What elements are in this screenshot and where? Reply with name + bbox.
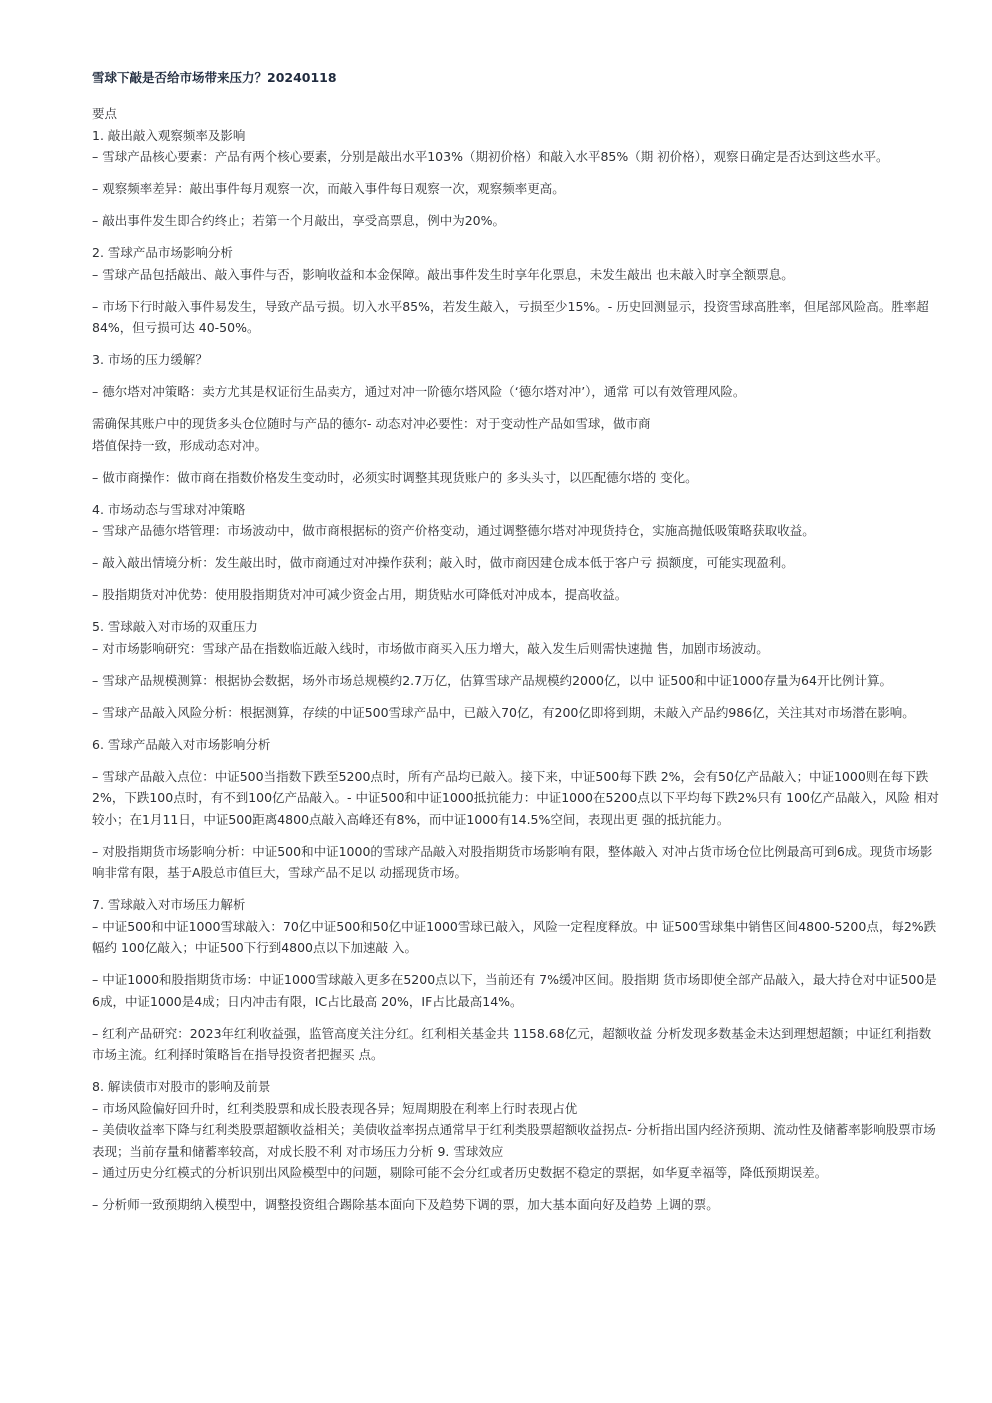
paragraph: – 中证1000和股指期货市场：中证1000雪球敲入更多在5200点以下，当前还有 7%缓冲区间。股指期 货市场即使全部产品敲入，最大持仓对中证500是6成，中证1000是4成；日内冲击有限，IC占比最高 20%，IF占比最高14%。 xyxy=(92,972,937,1009)
paragraph: 需确保其账户中的现货多头仓位随时与产品的德尔- 动态对冲必要性：对于变动性产品如雪球，做市商 塔值保持一致，形成动态对冲。 xyxy=(92,416,651,453)
paragraph: – 股指期货对冲优势：使用股指期货对冲可减少资金占用，期货贴水可降低对冲成本，提高收益。 xyxy=(92,587,628,602)
section-heading: 1. 敲出敲入观察频率及影响 xyxy=(92,127,246,143)
paragraph: – 美债收益率下降与红利类股票超额收益相关；美债收益率拐点通常早于红利类股票超额收益拐点- 分析指出国内经济预期、流动性及储蓄率影响股票市场表现；当前存量和储蓄率较高，对成长股不利 对市场压力分析 9. 雪球效应 xyxy=(92,1122,936,1159)
paragraph: – 雪球产品敲入点位：中证500当指数下跌至5200点时，所有产品均已敲入。接下来，中证500每下跌 2%，会有50亿产品敲入；中证1000则在每下跌2%，下跌100点时，有不到100亿产品敲入。- 中证500和中证1000抵抗能力：中证1000在5200点以下平均每下跌2%只有 100亿产品敲入，风险 相对较小；在1月11日，中证500距离4800点敲入高峰还有8%，而中证1000有14.5%空间，表现出更 强的抵抗能力。 xyxy=(92,768,939,827)
section-heading: 5. 雪球敲入对市场的双重压力 xyxy=(92,619,258,634)
section-3 xyxy=(92,349,942,488)
paragraph: – 红利产品研究：2023年红利收益强，监管高度关注分红。红利相关基金共 1158.68亿元，超额收益 分析发现多数基金未达到理想超额；中证红利指数市场主流。红利择时策略旨在指导投资者把握买 点。 xyxy=(92,1025,932,1062)
paragraph: – 敲入敲出情境分析：发生敲出时，做市商通过对冲操作获利；敲入时，做市商因建仓成本低于客户亏 损额度，可能实现盈利。 xyxy=(92,555,794,570)
paragraph: – 雪球产品敲入风险分析：根据测算，存续的中证500雪球产品中，已敲入70亿，有200亿即将到期，未敲入产品约986亿，关注其对市场潜在影响。 xyxy=(92,704,915,720)
section-heading: 4. 市场动态与雪球对冲策略 xyxy=(92,501,246,517)
paragraph: – 敲出事件发生即合约终止；若第一个月敲出，享受高票息，例中为20%。 xyxy=(92,213,506,228)
section-5 xyxy=(92,616,942,723)
section-2 xyxy=(92,242,942,339)
paragraph: – 德尔塔对冲策略：卖方尤其是权证衍生品卖方，通过对冲一阶德尔塔风险（‘德尔塔对冲’），通常 可以有效管理风险。 xyxy=(92,384,746,399)
section-heading: 7. 雪球敲入对市场压力解析 xyxy=(92,897,246,912)
paragraph: – 雪球产品包括敲出、敲入事件与否，影响收益和本金保障。敲出事件发生时享年化票息，未发生敲出 也未敲入时享全额票息。 xyxy=(92,266,794,282)
paragraph: – 雪球产品规模测算：根据协会数据，场外市场总规模约2.7万亿，估算雪球产品规模约2000亿，以中 证500和中证1000存量为64开比例计算。 xyxy=(92,672,892,688)
section-heading: 6. 雪球产品敲入对市场影响分析 xyxy=(92,736,271,752)
paragraph: – 市场风险偏好回升时，红利类股票和成长股表现各异；短周期股在利率上行时表现占优 xyxy=(92,1100,578,1116)
paragraph: – 市场下行时敲入事件易发生，导致产品亏损。切入水平85%，若发生敲入，亏损至少15%。- 历史回测显示，投资雪球高胜率，但尾部风险高。胜率超84%，但亏损可达 40-50%。 xyxy=(92,298,929,335)
paragraph: – 分析师一致预期纳入模型中，调整投资组合踢除基本面向下及趋势下调的票，加大基本面向好及趋势 上调的票。 xyxy=(92,1197,719,1212)
paragraph: – 做市商操作：做市商在指数价格发生变动时，必须实时调整其现货账户的 多头头寸，以匹配德尔塔的 变化。 xyxy=(92,469,698,485)
section-7 xyxy=(92,894,942,1066)
paragraph: – 雪球产品德尔塔管理：市场波动中，做市商根据标的资产价格变动，通过调整德尔塔对冲现货持仓，实施高抛低吸策略获取收益。 xyxy=(92,523,815,538)
document-title: 雪球下敲是否给市场带来压力？20240118 xyxy=(92,70,337,85)
section-heading: 3. 市场的压力缓解？ xyxy=(92,352,208,367)
paragraph: – 雪球产品核心要素：产品有两个核心要素，分别是敲出水平103%（期初价格）和敲入水平85%（期 初价格），观察日确定是否达到这些水平。 xyxy=(92,149,889,164)
paragraph: – 观察频率差异：敲出事件每月观察一次，而敲入事件每日观察一次，观察频率更高。 xyxy=(92,181,565,196)
section-1 xyxy=(92,125,942,232)
section-6 xyxy=(92,734,942,884)
section-8 xyxy=(92,1076,942,1216)
paragraph: – 对股指期货市场影响分析：中证500和中证1000的雪球产品敲入对股指期货市场影响有限，整体敲入 对冲占货市场仓位比例最高可到6成。现货市场影响非常有限，基于A股总市值巨大，雪球产品不足以 动摇现货市场。 xyxy=(92,843,933,880)
section-heading: 2. 雪球产品市场影响分析 xyxy=(92,245,233,260)
document-page xyxy=(92,68,942,1226)
key-points-label: 要点 xyxy=(92,106,118,121)
section-heading: 8. 解读债市对股市的影响及前景 xyxy=(92,1079,271,1094)
paragraph: – 中证500和中证1000雪球敲入：70亿中证500和50亿中证1000雪球已敲入，风险一定程度释放。中 证500雪球集中销售区间4800-5200点，每2%跌幅约 100亿敲入；中证500下行到4800点以下加速敲 入。 xyxy=(92,918,937,955)
section-4 xyxy=(92,499,942,606)
paragraph: – 通过历史分红模式的分析识别出风险模型中的问题，剔除可能不会分红或者历史数据不稳定的票据，如华夏幸福等，降低预期误差。 xyxy=(92,1165,828,1180)
paragraph: – 对市场影响研究：雪球产品在指数临近敲入线时，市场做市商买入压力增大，敲入发生后则需快速抛 售，加剧市场波动。 xyxy=(92,640,769,656)
